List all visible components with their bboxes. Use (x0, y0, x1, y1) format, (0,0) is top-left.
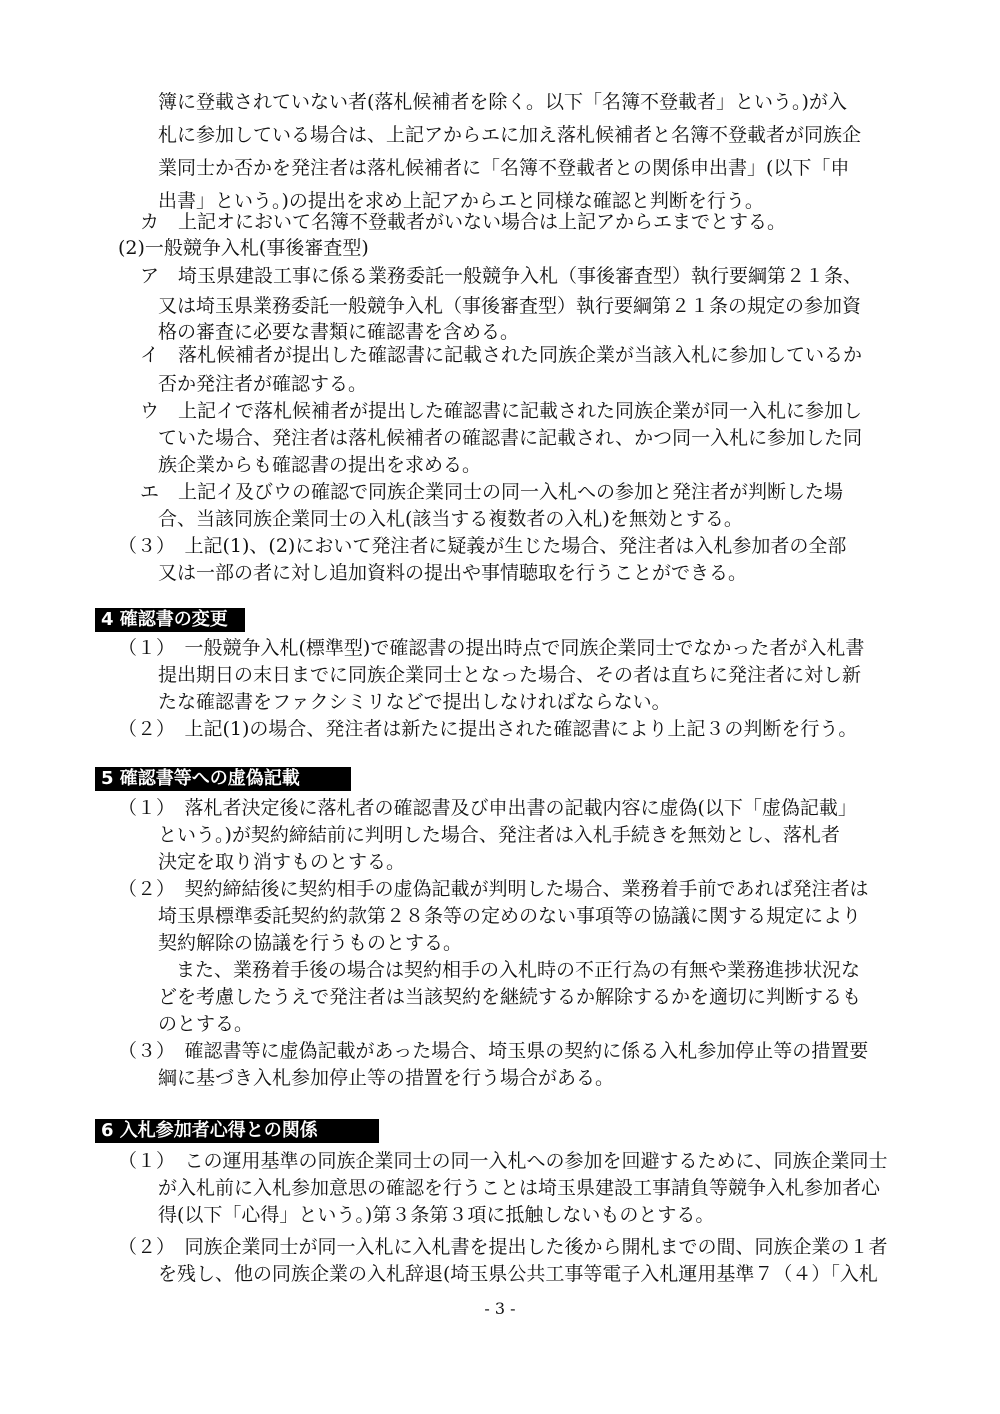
text-line: 合、当該同族企業同士の入札(該当する複数者の入札)を無効とする。 (158, 508, 743, 530)
text-line: 又は埼玉県業務委託一般競争入札（事後審査型）執行要綱第２１条の規定の参加資 (158, 295, 862, 317)
text-line: カ 上記オにおいて名簿不登載者がいない場合は上記アからエまでとする。 (140, 211, 787, 233)
text-line: 出書」という。)の提出を求め上記アからエと同様な確認と判断を行う。 (158, 190, 764, 212)
text-line: （１） この運用基準の同族企業同士の同一入札への参加を回避するために、同族企業同士 (118, 1150, 888, 1172)
text-line: また、業務着手後の場合は契約相手の入札時の不正行為の有無や業務進捗状況な (176, 959, 861, 981)
text-line: 業同士か否かを発注者は落札候補者に「名簿不登載者との関係申出書」(以下「申 (158, 157, 850, 179)
text-line: （１） 一般競争入札(標準型)で確認書の提出時点で同族企業同士でなかった者が入札書 (118, 637, 865, 659)
text-line: 族企業からも確認書の提出を求める。 (158, 454, 482, 476)
text-line: 否か発注者が確認する。 (158, 373, 368, 395)
text-line: どを考慮したうえで発注者は当該契約を継続するか解除するかを適切に判断するも (158, 986, 862, 1008)
text-line: のとする。 (158, 1013, 254, 1035)
text-line: 又は一部の者に対し追加資料の提出や事情聴取を行うことができる。 (158, 562, 748, 584)
text-line: が入札前に入札参加意思の確認を行うことは埼玉県建設工事請負等競争入札参加者心 (158, 1177, 881, 1199)
section-heading-6: 6 入札参加者心得との関係 (95, 1119, 379, 1143)
text-line: 得(以下「心得」という。)第３条第３項に抵触しないものとする。 (158, 1204, 715, 1226)
text-line: 綱に基づき入札参加停止等の措置を行う場合がある。 (158, 1067, 615, 1089)
text-line: 契約解除の協議を行うものとする。 (158, 932, 463, 954)
text-line: （２） 上記(1)の場合、発注者は新たに提出された確認書により上記３の判断を行う。 (118, 718, 858, 740)
text-line: （３） 確認書等に虚偽記載があった場合、埼玉県の契約に係る入札参加停止等の措置要 (118, 1040, 869, 1062)
text-line: 簿に登載されていない者(落札候補者を除く。以下「名簿不登載者」という。)が入 (158, 91, 847, 113)
text-line: 格の審査に必要な書類に確認書を含める。 (158, 321, 520, 343)
text-line: エ 上記イ及びウの確認で同族企業同士の同一入札への参加と発注者が判断した場 (140, 481, 844, 503)
text-line: ア 埼玉県建設工事に係る業務委託一般競争入札（事後審査型）執行要綱第２１条、 (140, 265, 863, 287)
text-line: 埼玉県標準委託契約約款第２８条等の定めのない事項等の協議に関する規定により (158, 905, 862, 927)
text-line: を残し、他の同族企業の入札辞退(埼玉県公共工事等電子入札運用基準７（４）「入札 (158, 1263, 878, 1285)
page-number: - 3 - (484, 1299, 516, 1318)
text-line: たな確認書をファクシミリなどで提出しなければならない。 (158, 691, 671, 713)
text-line: 提出期日の末日までに同族企業同士となった場合、その者は直ちに発注者に対し新 (158, 664, 862, 686)
text-line: （２） 契約締結後に契約相手の虚偽記載が判明した場合、業務着手前であれば発注者は (118, 878, 869, 900)
section-heading-5: 5 確認書等への虚偽記載 (95, 767, 351, 791)
text-line: ていた場合、発注者は落札候補者の確認書に記載され、かつ同一入札に参加した同 (158, 427, 863, 449)
text-line: 札に参加している場合は、上記アからエに加え落札候補者と名簿不登載者が同族企 (158, 124, 862, 146)
text-line: 決定を取り消すものとする。 (158, 851, 406, 873)
text-line: （３） 上記(1)、(2)において発注者に疑義が生じた場合、発注者は入札参加者の全部 (118, 535, 847, 557)
text-line: （１） 落札者決定後に落札者の確認書及び申出書の記載内容に虚偽(以下「虚偽記載」 (118, 797, 857, 819)
subsection-heading: (2)一般競争入札(事後審査型) (118, 237, 369, 259)
text-line: という。)が契約締結前に判明した場合、発注者は入札手続きを無効とし、落札者 (158, 824, 840, 846)
text-line: ウ 上記イで落札候補者が提出した確認書に記載された同族企業が同一入札に参加し (140, 400, 863, 422)
text-line: （２） 同族企業同士が同一入札に入札書を提出した後から開札までの間、同族企業の１者 (118, 1236, 888, 1258)
section-heading-4: 4 確認書の変更 (95, 608, 245, 632)
text-line: イ 落札候補者が提出した確認書に記載された同族企業が当該入札に参加しているか (140, 344, 863, 366)
